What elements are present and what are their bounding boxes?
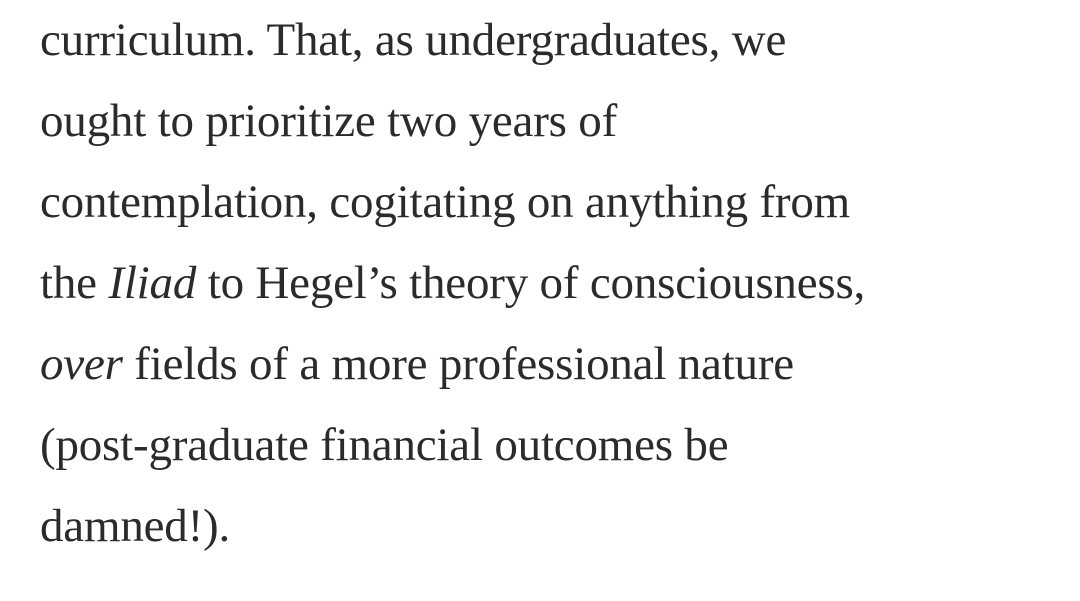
paragraph-line-1: curriculum. That, as undergraduates, we: [40, 14, 787, 66]
paragraph-line-3: contemplation, cogitating on anything from: [40, 176, 851, 228]
article-paragraph: [40, 0, 1060, 567]
line-4-trailing-text: to Hegel’s theory of consciousness,: [196, 257, 866, 309]
paragraph-line-6: (post-graduate financial outcomes be: [40, 419, 729, 471]
paragraph-line-7: damned!).: [40, 500, 231, 552]
line-5-trailing-text: fields of a more professional nature: [122, 338, 794, 390]
paragraph-line-4: [40, 243, 1060, 324]
paragraph-line-2: ought to prioritize two years of: [40, 95, 618, 147]
paragraph-line-5: [40, 324, 1060, 405]
line-4-lead-text: the: [40, 257, 109, 309]
emphasis-over: over: [40, 338, 123, 390]
book-title-iliad: Iliad: [108, 257, 197, 309]
